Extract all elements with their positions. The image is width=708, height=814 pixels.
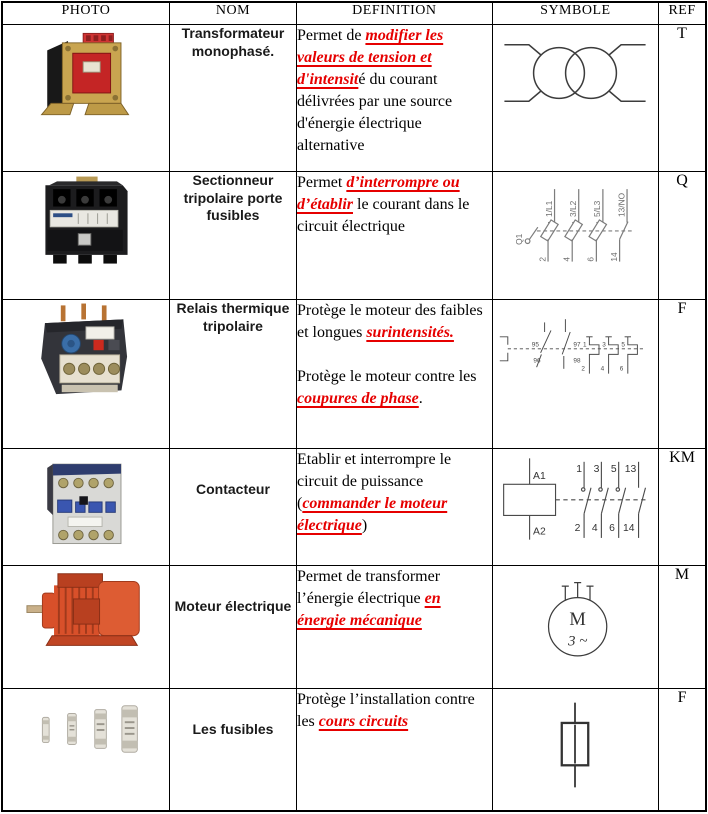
symbol-terminal-label: 13	[625, 464, 637, 476]
symbol-terminal-label: 96	[533, 357, 541, 365]
definition-text: Etablir et interrompre le circuit de puissance (commander le moteur électrique)	[297, 451, 452, 535]
component-name: Relais thermique tripolaire	[169, 300, 296, 449]
definition-cell	[297, 300, 493, 449]
symbol-motor-letter: M	[569, 608, 587, 630]
component-name: Moteur électrique	[169, 566, 296, 689]
definition-cell	[297, 566, 493, 689]
symbol-cell	[492, 689, 658, 811]
table-row	[2, 689, 706, 811]
emphasis-text: cours circuits	[318, 713, 409, 731]
symbol-terminal-label: 95	[532, 341, 540, 349]
symbol-terminal-label: 14	[623, 523, 635, 534]
symbol-terminal-label: 4	[561, 256, 572, 262]
definition-text: Permet de modifier les valeurs de tension et d'intensité du courant délivrées par une source d'énergie électrique alternative	[297, 27, 453, 155]
contacteur-photo	[34, 449, 138, 553]
symbol-cell	[492, 300, 658, 449]
definition-cell	[297, 689, 493, 811]
emphasis-text: d’interrompre ou d’établir	[297, 174, 460, 214]
emphasis-text: en énergie mécanique	[297, 590, 441, 630]
symbol-terminal-label: 97	[573, 341, 581, 349]
col-header-symbole: SYMBOLE	[492, 2, 658, 25]
symbol-terminal-label: 4	[600, 365, 605, 373]
photo-cell	[2, 689, 169, 811]
fusibles-photo	[23, 689, 149, 769]
components-table	[1, 1, 707, 812]
ref-code: M	[659, 566, 706, 689]
ref-code: KM	[659, 449, 706, 566]
photo-cell	[2, 300, 169, 449]
symbol-terminal-label: 13/NO	[616, 192, 627, 217]
definition-text: Protège le moteur des faibles et longues surintensités.	[297, 302, 483, 342]
symbol-terminal-label: 1/L1	[544, 200, 555, 217]
transformer-photo	[34, 25, 138, 125]
table-row	[2, 449, 706, 566]
component-name: Les fusibles	[169, 689, 296, 811]
definition-cell	[297, 449, 493, 566]
table-row	[2, 300, 706, 449]
symbol-terminal-label: 14	[609, 252, 620, 262]
symbol-terminal-label: 3	[593, 464, 600, 476]
moteur-symbol-icon	[500, 566, 650, 676]
col-header-definition: DEFINITION	[297, 2, 493, 25]
transformer-symbol-icon	[495, 25, 655, 121]
contacteur-symbol-icon	[495, 449, 655, 549]
symbol-cell	[492, 25, 658, 172]
symbol-cell	[492, 566, 658, 689]
sectionneur-photo	[28, 172, 144, 272]
symbol-terminal-label: 6	[585, 256, 596, 262]
symbol-terminal-label: 3	[602, 341, 607, 349]
symbol-terminal-label: 4	[592, 523, 598, 534]
col-header-ref: REF	[659, 2, 706, 25]
definition-cell	[297, 172, 493, 300]
symbol-cell	[492, 172, 658, 300]
photo-cell	[2, 25, 169, 172]
emphasis-text: coupures de phase	[297, 390, 419, 408]
symbol-terminal-label: 98	[573, 357, 581, 365]
definition-text: Protège le moteur contre les coupures de phase.	[297, 368, 477, 408]
emphasis-text: commander le moteur électrique	[297, 495, 448, 535]
moteur-photo	[23, 566, 149, 658]
symbol-cell	[492, 449, 658, 566]
symbol-device-label: Q1	[514, 233, 525, 245]
table-row	[2, 25, 706, 172]
photo-cell	[2, 449, 169, 566]
symbol-terminal-label: 2	[581, 365, 586, 373]
component-name: Sectionneur tripolaire porte fusibles	[169, 172, 296, 300]
symbol-terminal-label: 1	[583, 341, 587, 349]
ref-code: T	[659, 25, 706, 172]
symbol-terminal-label: 6	[620, 365, 624, 373]
symbol-terminal-label: 2	[537, 256, 548, 262]
photo-cell	[2, 172, 169, 300]
definition-text: Permet de transformer l’énergie électrique en énergie mécanique	[297, 568, 441, 630]
relais-thermique-photo	[30, 300, 142, 406]
symbol-coil-label: A1	[533, 471, 547, 483]
table-row	[2, 566, 706, 689]
emphasis-text: modifier les valeurs de tension et d'intensit	[297, 27, 444, 89]
header-row	[2, 2, 706, 25]
symbol-coil-label: A2	[533, 526, 547, 538]
symbol-terminal-label: 5	[611, 464, 618, 476]
emphasis-text: surintensités.	[366, 324, 454, 342]
sectionneur-symbol-icon	[496, 172, 654, 288]
photo-cell	[2, 566, 169, 689]
component-name: Contacteur	[169, 449, 296, 566]
definition-cell	[297, 25, 493, 172]
symbol-terminal-label: 6	[609, 523, 616, 534]
fusible-symbol-icon	[500, 689, 650, 801]
relais-thermique-symbol-icon	[495, 300, 655, 396]
definition-text: Permet d’interrompre ou d’établir le courant dans le circuit électrique	[297, 174, 470, 236]
ref-code: Q	[659, 172, 706, 300]
col-header-photo: PHOTO	[2, 2, 169, 25]
definition-text: Protège l’installation contre les cours circuits	[297, 691, 475, 731]
symbol-terminal-label: 5/L3	[592, 200, 603, 217]
table-row	[2, 172, 706, 300]
symbol-motor-phases: 3 ~	[568, 633, 588, 650]
ref-code: F	[659, 300, 706, 449]
symbol-terminal-label: 5	[621, 341, 626, 349]
ref-code: F	[659, 689, 706, 811]
symbol-terminal-label: 1	[576, 464, 583, 476]
col-header-nom: NOM	[169, 2, 296, 25]
symbol-terminal-label: 3/L2	[568, 200, 579, 217]
component-name: Transformateur monophasé.	[169, 25, 296, 172]
symbol-terminal-label: 2	[574, 523, 581, 534]
